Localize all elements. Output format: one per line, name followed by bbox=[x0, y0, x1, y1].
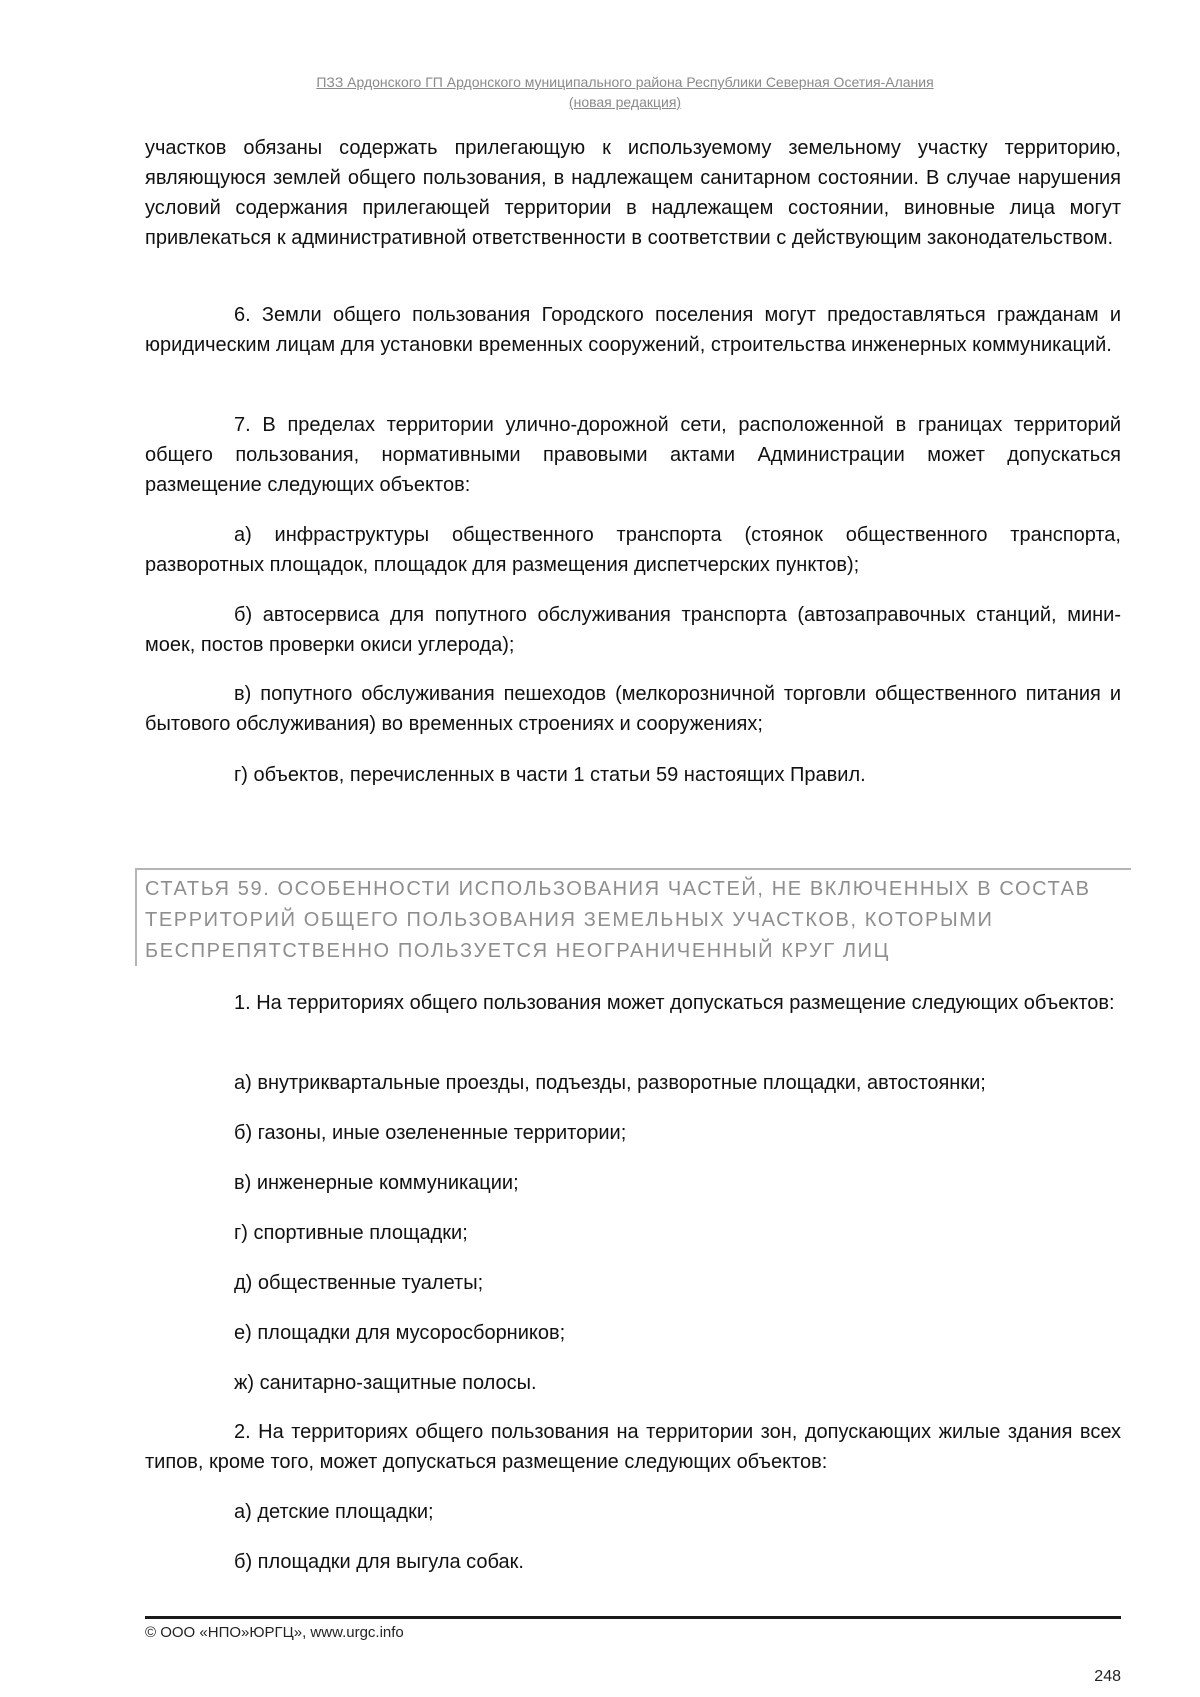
header-title: ПЗЗ Ардонского ГП Ардонского муниципального района Республики Северная Осетия-Алания bbox=[316, 74, 934, 90]
list-item: в) инженерные коммуникации; bbox=[234, 1172, 519, 1194]
paragraph-1 bbox=[145, 988, 1121, 1018]
paragraph: 2. На территориях общего пользования на территории зон, допускающих жилые здания всех типов, кроме того, может допускаться размещение следующих объектов: bbox=[145, 1421, 1121, 1473]
list-item: е) площадки для мусоросборников; bbox=[234, 1322, 566, 1344]
header-subtitle: (новая редакция) bbox=[568, 94, 682, 110]
list-item-v bbox=[145, 679, 1121, 739]
page-header bbox=[250, 72, 1000, 112]
list-item: б) автосервиса для попутного обслуживания транспорта (автозаправочных станций, мини-моек, постов проверки окиси углерода); bbox=[145, 604, 1121, 656]
paragraph: участков обязаны содержать прилегающую к используемому земельному участку территорию, являющуюся землей общего пользования, в надлежащем санитарном состоянии. В случае нарушения условий содержания прилегающей территории в надлежащем состоянии, виновные лица могут привлекаться к административной ответственности в соответствии с действующим законодательством. bbox=[145, 137, 1121, 249]
list-item-d bbox=[145, 1268, 1121, 1298]
list-item-b bbox=[145, 1547, 1121, 1577]
list-item: б) площадки для выгула собак. bbox=[234, 1551, 524, 1573]
list-item-zh bbox=[145, 1368, 1121, 1398]
list-item-v bbox=[145, 1168, 1121, 1198]
list-item-b bbox=[145, 600, 1121, 660]
paragraph-2 bbox=[145, 1417, 1121, 1477]
list-item: в) попутного обслуживания пешеходов (мелкорозничной торговли общественного питания и бытового обслуживания) во временных строениях и сооружениях; bbox=[145, 683, 1121, 735]
footer-copyright: © ООО «НПО»ЮРГЦ», www.urgc.info bbox=[145, 1624, 404, 1641]
list-item-a bbox=[145, 1497, 1121, 1527]
list-item-g bbox=[145, 760, 1121, 790]
paragraph-6 bbox=[145, 300, 1121, 360]
page-number: 248 bbox=[1094, 1668, 1121, 1685]
list-item: г) спортивные площадки; bbox=[234, 1222, 468, 1244]
list-item-b bbox=[145, 1118, 1121, 1148]
list-item: а) инфраструктуры общественного транспорта (стоянок общественного транспорта, разворотных площадок, площадок для размещения диспетчерских пунктов); bbox=[145, 524, 1121, 576]
list-item: а) детские площадки; bbox=[234, 1501, 434, 1523]
list-item-a bbox=[145, 1068, 1121, 1098]
list-item: ж) санитарно-защитные полосы. bbox=[234, 1372, 537, 1394]
paragraph: 6. Земли общего пользования Городского поселения могут предоставляться гражданам и юридическим лицам для установки временных сооружений, строительства инженерных коммуникаций. bbox=[145, 304, 1121, 356]
list-item: б) газоны, иные озелененные территории; bbox=[234, 1122, 627, 1144]
paragraph-7 bbox=[145, 410, 1121, 500]
list-item: а) внутриквартальные проезды, подъезды, разворотные площадки, автостоянки; bbox=[234, 1072, 986, 1094]
list-item: д) общественные туалеты; bbox=[234, 1272, 484, 1294]
list-item-g bbox=[145, 1218, 1121, 1248]
paragraph: 7. В пределах территории улично-дорожной сети, расположенной в границах территорий общего пользования, нормативными правовыми актами Администрации может допускаться размещение следующих объектов: bbox=[145, 414, 1121, 496]
article-heading: СТАТЬЯ 59. ОСОБЕННОСТИ ИСПОЛЬЗОВАНИЯ ЧАСТЕЙ, НЕ ВКЛЮЧЕННЫХ В СОСТАВ ТЕРРИТОРИЙ ОБЩЕГО ПОЛЬЗОВАНИЯ ЗЕМЕЛЬНЫХ УЧАСТКОВ, КОТОРЫМИ БЕСПРЕПЯТСТВЕННО ПОЛЬЗУЕТСЯ НЕОГРАНИЧЕННЫЙ КРУГ ЛИЦ bbox=[135, 868, 1131, 966]
list-item: г) объектов, перечисленных в части 1 статьи 59 настоящих Правил. bbox=[234, 764, 866, 786]
paragraph: 1. На территориях общего пользования может допускаться размещение следующих объектов: bbox=[234, 992, 1115, 1014]
list-item-e bbox=[145, 1318, 1121, 1348]
paragraph-continued bbox=[145, 133, 1121, 253]
footer-divider bbox=[145, 1616, 1121, 1619]
list-item-a bbox=[145, 520, 1121, 580]
